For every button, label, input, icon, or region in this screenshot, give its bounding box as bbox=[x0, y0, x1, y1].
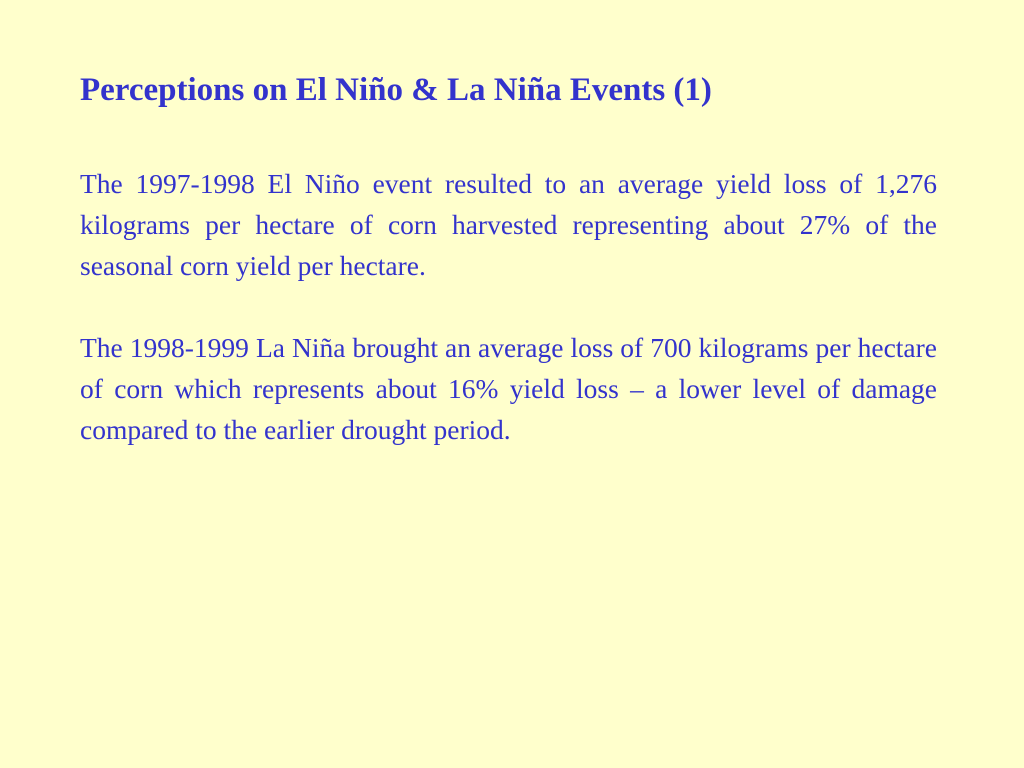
paragraph-la-nina: The 1998-1999 La Niña brought an average loss of 700 kilograms per hectare of corn which represents about 16% yield loss – a lower level of damage compared to the earlier drought period. bbox=[80, 332, 937, 445]
paragraph-el-nino: The 1997-1998 El Niño event resulted to an average yield loss of 1,276 kilograms per hectare of corn harvested representing about 27% of the seasonal corn yield per hectare. bbox=[80, 168, 937, 281]
slide-title: Perceptions on El Niño & La Niña Events (1) bbox=[80, 72, 712, 108]
